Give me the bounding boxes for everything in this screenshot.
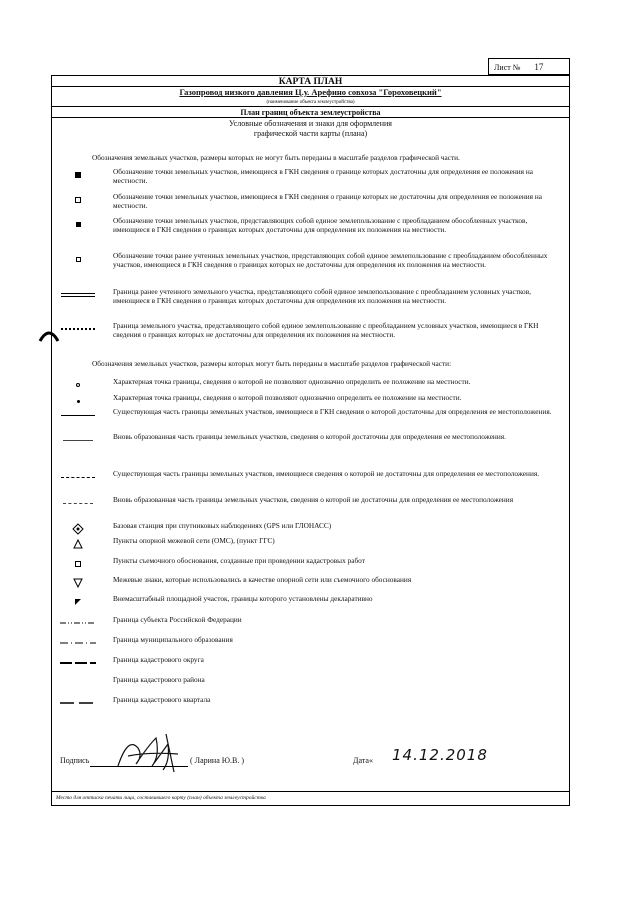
handwritten-signature xyxy=(108,726,188,776)
object-caption: (наименование объекта землеустройства) xyxy=(266,100,355,105)
bold-dash-line-icon xyxy=(60,661,96,665)
dash-dot-dot-line-icon xyxy=(60,621,96,625)
legend-text: Пункты съемочного обоснования, созданные при проведении кадастровых работ xyxy=(113,556,365,565)
legend-text: Граница кадастрового квартала xyxy=(113,695,211,704)
legend-text: Существующая часть границы земельных участков, имеющиеся в ГКН сведения о которой достаточны для определения ее местоположения. xyxy=(113,407,552,416)
date-label: Дата« xyxy=(353,756,373,765)
legend-text: Обозначение точки земельных участков, имеющиеся в ГКН сведения о границе которых достаточны для определения ее положения на местности. xyxy=(113,167,533,185)
date-value: 14.12.2018 xyxy=(392,746,488,764)
dot-hollow-icon xyxy=(76,383,80,387)
dashed-thin-line-icon xyxy=(63,503,93,504)
legend-text: Базовая станция при спутниковых наблюдениях (GPS или ГЛОНАСС) xyxy=(113,521,332,530)
dot-filled-icon xyxy=(77,400,80,403)
stamp-place-note: Место для оттиска печати лица, составившего карту (план) объекта землеустройства xyxy=(56,795,266,801)
legend-text: Обозначение точки ранее учтенных земельных участков, представляющих собой единое землепользование с преобладанием обособленных участков, имеющиеся в ГКН сведения о границах которых не достаточны для определения их положения на местности. xyxy=(113,251,548,269)
flag-corner-icon xyxy=(73,597,83,607)
plan-title: План границ объекта землеустройства xyxy=(240,108,381,117)
legend-text: Пункты опорной межевой сети (ОМС), (пункт ГГС) xyxy=(113,536,275,545)
signer-name: ( Ларина Ю.В. ) xyxy=(190,756,244,765)
legend-text: Граница ранее учтенного земельного участка, представляющего собой единое землепользование с преобладанием условных участков, имеющиеся в ГКН сведения о границах которых достаточны для определения их положения на местности. xyxy=(113,287,531,305)
object-name: Газопровод низкого давления Ц.у. Арефино совхоза "Гороховецкий" xyxy=(179,87,442,97)
diamond-circle-icon xyxy=(72,523,84,535)
divider xyxy=(52,106,569,107)
legend-text: Граница субъекта Российской Федерации xyxy=(113,615,242,624)
sheet-number-box xyxy=(488,58,570,75)
section-not-scalable: Обозначения земельных участков, размеры которых не могут быть переданы в масштабе разделов графической части. xyxy=(92,153,460,162)
long-dash-line-icon xyxy=(60,701,96,705)
document-frame xyxy=(51,75,570,806)
signature-label: Подпись xyxy=(60,756,90,765)
sheet-label: Лист № xyxy=(494,63,521,72)
double-line-icon xyxy=(61,293,95,297)
dashed-line-icon xyxy=(61,477,95,478)
legend-text: Обозначение точки земельных участков, представляющих собой единое землепользование с преобладанием обособленных участков, имеющиеся в ГКН сведения о границах которых достаточны для определения их положения на местности. xyxy=(113,216,528,234)
section-scalable: Обозначения земельных участков, размеры которых могут быть переданы в масштабе разделов графической части: xyxy=(92,359,452,368)
dash-dot-line-icon xyxy=(60,641,96,645)
sheet-number: 17 xyxy=(534,62,544,72)
legend-text: Существующая часть границы земельных участков, имеющиеся сведения о которой не достаточны для определения ее местоположения. xyxy=(113,469,540,478)
inverted-triangle-icon xyxy=(73,578,83,588)
legend-text: Внемасштабный площадной участок, границы которого установлены декларативно xyxy=(113,594,373,603)
legend-text: Вновь образованная часть границы земельных участков, сведения о которой достаточны для определения ее местоположения. xyxy=(113,432,506,441)
thin-line-icon xyxy=(63,440,93,441)
binding-mark-icon xyxy=(38,327,60,343)
triangle-icon xyxy=(73,539,83,549)
document-title: КАРТА ПЛАН xyxy=(278,77,343,87)
legend-text: Граница кадастрового округа xyxy=(113,655,204,664)
square-hollow-small-icon xyxy=(76,257,81,262)
legend-text: Граница муниципального образования xyxy=(113,635,233,644)
legend-text: Граница кадастрового района xyxy=(113,675,205,684)
legend-text: Характерная точка границы, сведения о которой не позволяют однозначно определить ее положение на местности. xyxy=(113,377,471,386)
square-filled-small-icon xyxy=(76,222,81,227)
square-hollow-icon xyxy=(75,197,81,203)
dotted-line-icon xyxy=(61,328,95,330)
legend-title: Условные обозначения и знаки для оформления графической части карты (плана) xyxy=(229,119,392,138)
legend-text: Вновь образованная часть границы земельных участков, сведения о которой не достаточны для определения ее местоположения xyxy=(113,495,514,504)
solid-line-icon xyxy=(61,415,95,416)
square-filled-icon xyxy=(75,172,81,178)
square-outline-icon xyxy=(75,561,81,567)
divider xyxy=(52,117,569,118)
legend-text: Обозначение точки земельных участков, имеющиеся в ГКН сведения о границе которых не достаточны для определения ее положения на местности. xyxy=(113,192,542,210)
legend-text: Граница земельного участка, представляющего собой единое землепользование с преобладанием условных участков, имеющиеся в ГКН сведения о границах которых не достаточны для определения их положения на местности. xyxy=(113,321,539,339)
legend-text: Характерная точка границы, сведения о которой позволяют однозначно определить ее положение на местности. xyxy=(113,393,462,402)
legend-text: Межевые знаки, которые использовались в качестве опорной сети или съемочного обоснования xyxy=(113,575,412,584)
divider xyxy=(52,791,569,792)
